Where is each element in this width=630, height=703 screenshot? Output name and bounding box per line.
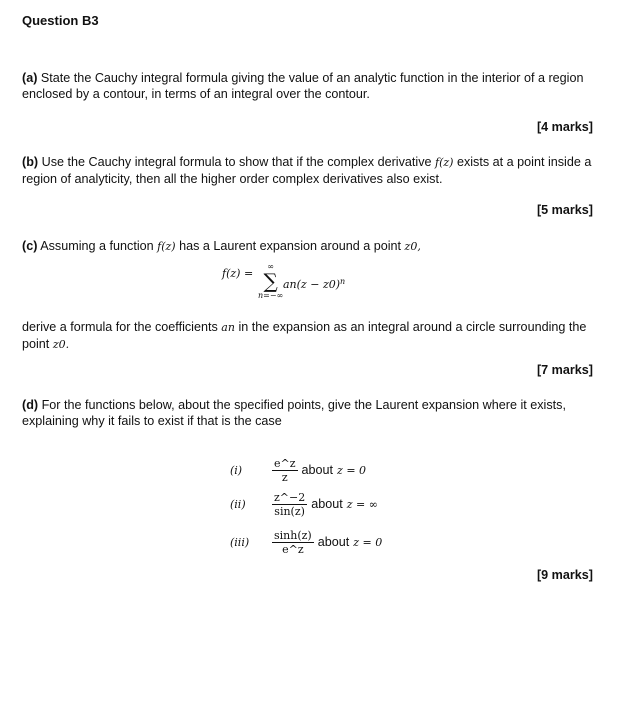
part-b-fz: f(z): [435, 156, 454, 169]
part-d-marks: [9 marks]: [536, 568, 593, 582]
expansion-point: z = 0: [353, 535, 383, 549]
about-label: about: [311, 497, 343, 511]
part-c-z0: z0,: [404, 240, 421, 253]
about-label: about: [317, 535, 350, 549]
equation-rhs-body: an(z − z0): [283, 278, 341, 291]
part-d-body: For the functions below, about the specified points, give the Laurent expansion where it exists, explaining why it fails to exist if that is the case: [22, 398, 566, 428]
equation-rhs: [283, 277, 345, 291]
item-number: (i): [230, 463, 243, 477]
fraction-denominator: z: [281, 470, 288, 484]
part-b-body-1: Use the Cauchy integral formula to show that if the complex derivative: [41, 155, 432, 169]
part-a-text: [22, 70, 608, 102]
part-a-body: State the Cauchy integral formula giving the value of an analytic function in the interior of a region enclosed by a contour, in terms of an integral over the contour.: [22, 71, 584, 101]
part-c-body-1: Assuming a function: [40, 239, 154, 253]
fraction: [272, 529, 314, 556]
fraction: [272, 457, 298, 484]
part-c-fz: f(z): [157, 240, 176, 253]
fraction: [272, 491, 307, 518]
sigma-icon: ∑: [263, 269, 278, 293]
function-item: [230, 455, 382, 485]
part-c-an: an: [221, 321, 235, 334]
part-d-text: [22, 397, 608, 429]
part-b-body-2: exists at a point inside a region of analyticity, then all the higher order complex derivatives also exist.: [22, 155, 592, 186]
function-item: [230, 523, 382, 561]
part-a-marks: [4 marks]: [536, 120, 593, 134]
item-number: (iii): [230, 535, 250, 549]
fraction-numerator: e^z: [274, 456, 296, 470]
laurent-equation: [222, 266, 253, 280]
fraction-numerator: z^−2: [274, 490, 306, 504]
part-d-label: (d): [22, 398, 39, 412]
item-number: (ii): [230, 497, 246, 511]
part-b-marks: [5 marks]: [536, 203, 593, 217]
function-list: [230, 455, 382, 561]
sum-lower-limit: n=−∞: [258, 291, 284, 300]
about-label: about: [301, 463, 334, 477]
part-c-intro: [22, 238, 608, 255]
part-c-z0-end: z0.: [52, 338, 70, 351]
fraction-denominator: e^z: [282, 542, 304, 556]
equation-lhs: f(z) =: [222, 267, 254, 280]
part-c-body-2: has a Laurent expansion around a point: [179, 239, 402, 253]
expansion-point: z = 0: [337, 463, 367, 477]
part-c-body-4: in the expansion as an integral around a circle surrounding the point: [22, 320, 587, 351]
summation: [258, 262, 283, 300]
part-c-label: (c): [22, 239, 38, 253]
part-b-text: [22, 154, 608, 187]
expansion-point: z = ∞: [346, 497, 378, 511]
function-item: [230, 485, 382, 523]
fraction-numerator: sinh(z): [274, 528, 312, 542]
fraction-denominator: sin(z): [274, 504, 305, 518]
sum-upper-limit: ∞: [267, 262, 274, 271]
part-b-label: (b): [22, 155, 39, 169]
part-c-marks: [7 marks]: [536, 363, 593, 377]
part-c-text: [22, 319, 608, 353]
question-title: Question B3: [22, 13, 99, 28]
equation-rhs-exponent: n: [340, 277, 346, 286]
part-a-label: (a): [22, 71, 38, 85]
part-c-body-3: derive a formula for the coefficients: [22, 320, 218, 334]
